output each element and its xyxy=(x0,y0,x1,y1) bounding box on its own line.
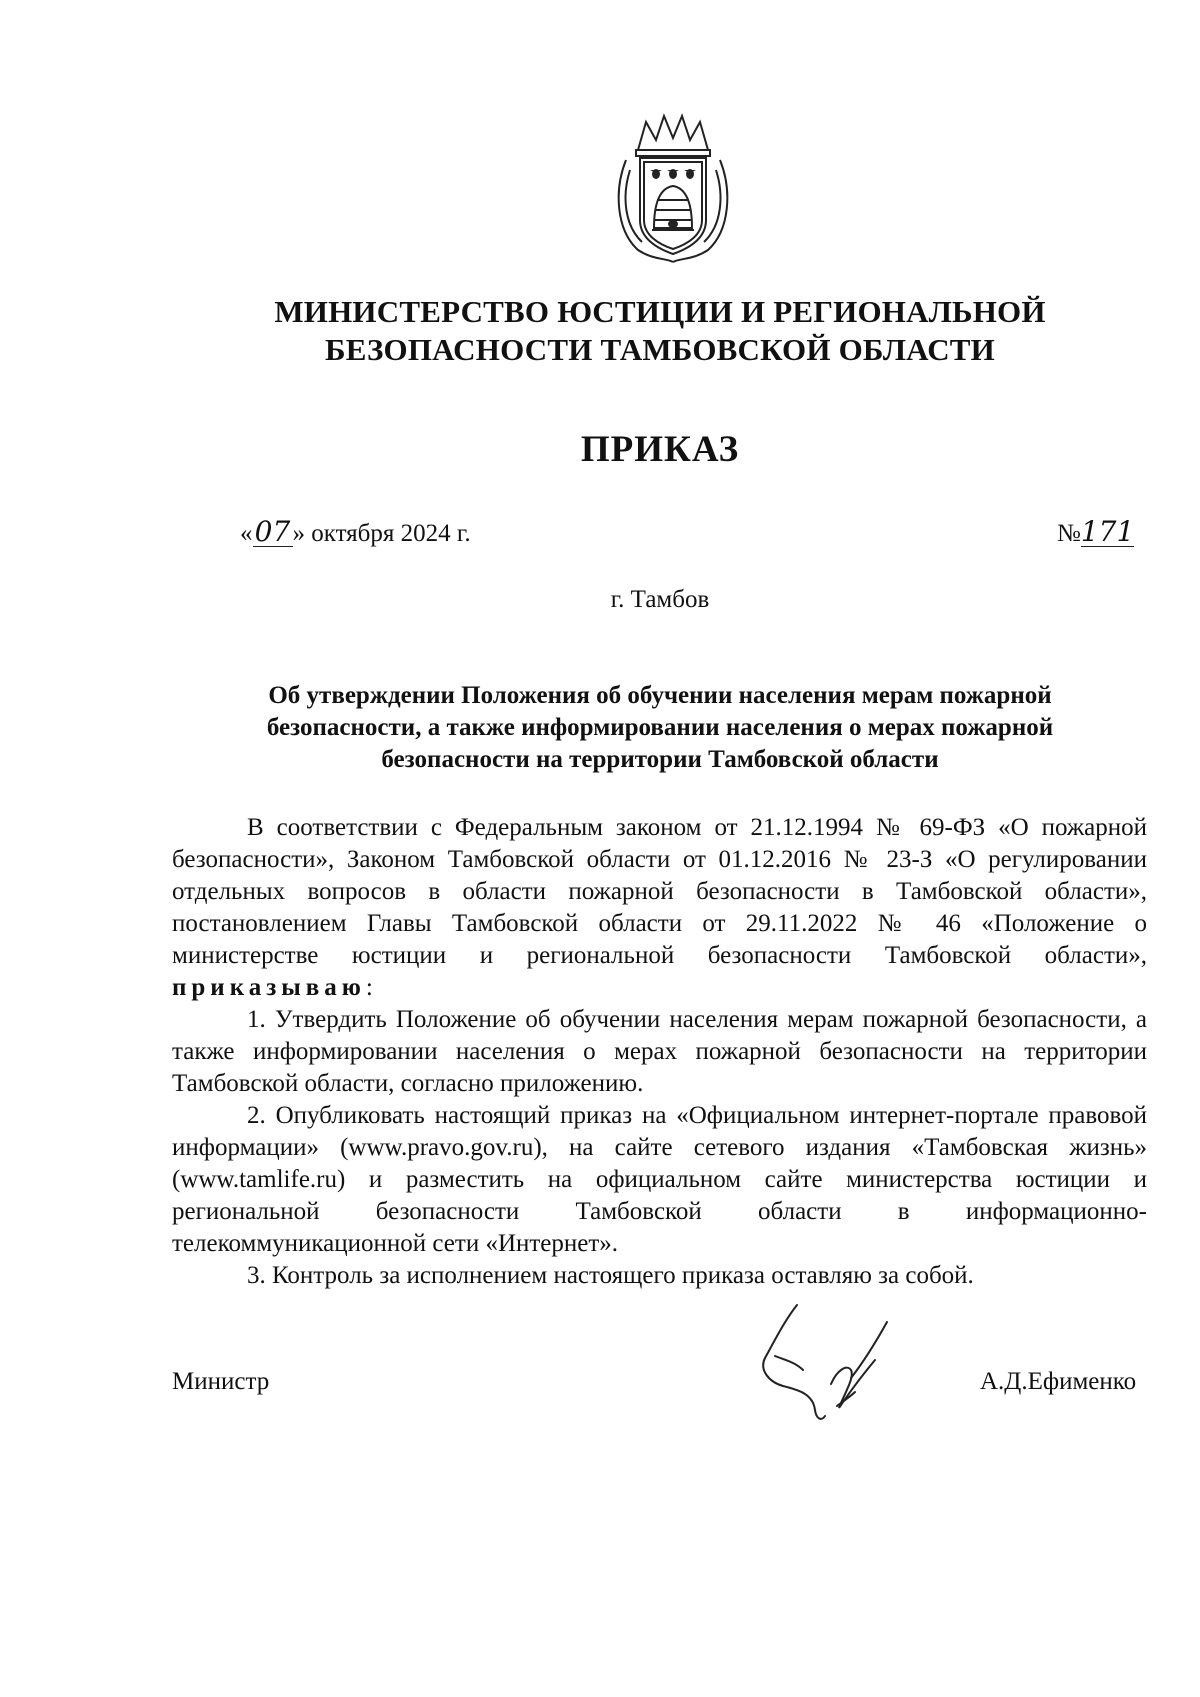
subject-line-3: безопасности на территории Тамбовской области xyxy=(381,746,939,773)
document-type: ПРИКАЗ xyxy=(580,429,740,470)
handwritten-signature xyxy=(755,1300,925,1425)
coat-of-arms-emblem xyxy=(608,110,738,268)
order-number xyxy=(1057,515,1135,550)
preamble-paragraph xyxy=(172,812,1147,1004)
subject-line-2: безопасности, а также информировании населения о мерах пожарной xyxy=(266,714,1054,741)
preamble-text: В соответствии с Федеральным законом от 21.12.1994 № 69-ФЗ «О пожарной безопасности», Законом Тамбовской области от 01.12.2016 № 23-З «О регулировании отдельных вопросов в области пожарной безопасности в Тамбовской области», постановлением Главы Тамбовской области от 29.11.2022 № 46 «Положение о министерстве юстиции и региональной безопасности Тамбовской области», xyxy=(172,814,1147,969)
item-1: 1. Утвердить Положение об обучении населения мерам пожарной безопасности, а также информировании населения о мерах пожарной безопасности на территории Тамбовской области, согласно приложению. xyxy=(172,1006,1147,1097)
order-date xyxy=(240,515,471,550)
document-subject xyxy=(160,680,1160,776)
signatory-title: Министр xyxy=(172,1368,270,1395)
ministry-line-1: МИНИСТЕРСТВО ЮСТИЦИИ И РЕГИОНАЛЬНОЙ xyxy=(274,294,1046,329)
item-3: 3. Контроль за исполнением настоящего приказа оставляю за собой. xyxy=(247,1262,974,1289)
ministry-header xyxy=(160,293,1160,369)
order-word: приказываю xyxy=(172,974,366,1001)
city: г. Тамбов xyxy=(610,586,710,613)
document-body xyxy=(172,812,1147,1292)
item-2: 2. Опубликовать настоящий приказ на «Официальном интернет-портале правовой информации» (www.pravo.gov.ru), на сайте сетевого издания «Тамбовская жизнь» (www.tamlife.ru) и разместить на официальном сайте министерства юстиции и региональной безопасности Тамбовской области в информационно-телекоммуникационной сети «Интернет». xyxy=(172,1102,1147,1257)
order-colon: : xyxy=(365,974,373,1001)
number-prefix: № xyxy=(1057,520,1081,547)
date-month-year: » октября 2024 г. xyxy=(292,520,471,547)
ministry-line-2: БЕЗОПАСНОСТИ ТАМБОВСКОЙ ОБЛАСТИ xyxy=(325,332,995,367)
signatory-name: А.Д.Ефименко xyxy=(980,1368,1137,1395)
date-day-handwritten: 07 xyxy=(253,518,293,547)
subject-line-1: Об утверждении Положения об обучении населения мерам пожарной xyxy=(268,682,1052,709)
date-open-quote: « xyxy=(240,520,253,547)
number-handwritten: 171 xyxy=(1080,515,1135,548)
